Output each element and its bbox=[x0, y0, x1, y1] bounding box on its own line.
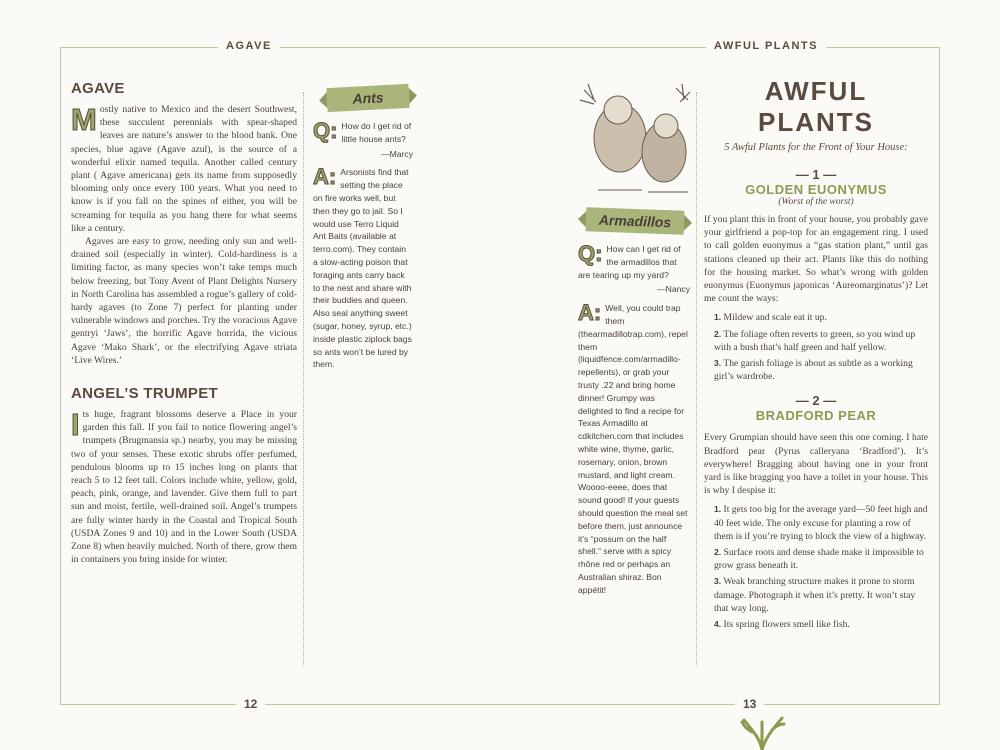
list-item: 3. Weak branching structure makes it prone to storm damage. Photograph it when it’s pretty. It won’t stay that way long. bbox=[714, 576, 916, 614]
plant-name: BRADFORD PEAR bbox=[755, 408, 877, 424]
ants-answer: Arsonists find that setting the place on fire works well, but then they go to jail. So I would use Terro Liquid Ant Baits (available at terro.com). They contain a slow-acting poison that foraging ants carry back to the nest and share with their buddies and queen. Also seal anything sweet (sugar, honey, syrup, etc.) inside plastic ziplock bags so ants won’t be lured by them. bbox=[313, 167, 412, 370]
armadillos-answer: Well, you could trap them (thearmadillotrap.com), repel them (liquidfence.com/armadillo-repellents), or grab your trusty .22 and bring home dinner! Grumpy was delighted to find a recipe for Texas Armadillo at cdkitchen.com that includes white wine, thyme, garlic, rosemary, onion, brown mustard, and light cream. Woooo-eeee, does that sound good! If your guests should question the meal set before them, just announce it’s “possum on the half shell.” serve with a spicy rhône red or perhaps an Australian shiraz. Bon appétit! bbox=[578, 303, 688, 595]
left-column bbox=[71, 80, 297, 567]
column-divider bbox=[303, 92, 304, 666]
plant-name: GOLDEN EUONYMUS bbox=[745, 182, 887, 197]
armadillos-signature: —Nancy bbox=[657, 284, 690, 295]
plant-number: — 2 — bbox=[795, 393, 837, 409]
agave-text bbox=[71, 103, 297, 367]
awful-plants-title: AWFUL PLANTS bbox=[758, 76, 874, 137]
q-letter: Q: bbox=[578, 241, 603, 266]
page-number-left: 12 bbox=[236, 697, 265, 711]
ants-question: How do I get rid of little house ants? bbox=[341, 121, 412, 144]
drop-cap: M bbox=[71, 102, 97, 137]
awful-plants-column bbox=[704, 76, 928, 634]
plant-1-list bbox=[704, 311, 928, 383]
list-item: 2. Surface roots and dense shade make it impossible to grow grass beneath it. bbox=[714, 547, 924, 572]
list-item: 2. The foliage often reverts to green, so you wind up with a bush that’s half green and half yellow. bbox=[714, 328, 916, 353]
angels-trumpet-text bbox=[71, 408, 297, 566]
armadillos-column bbox=[578, 80, 690, 597]
column-divider bbox=[696, 92, 697, 666]
awful-plants-subtitle: 5 Awful Plants for the Front of Your House: bbox=[724, 142, 908, 153]
illustration-engraving bbox=[578, 80, 698, 198]
angels-trumpet-paragraph: ts huge, fragrant blossoms deserve a Place in your garden this fall. If you fail to notice flowering angel’s trumpets (Brugmansia sp.) nearby, you may be missing two of your senses. These exotic shrubs offer perfumed, pendulous blooms up to 15 inches long on plants that reach 5 to 12 feet tall. Colors include white, yellow, gold, peach, pink, orange, and lavender. Give them full to part sun and moist, fertile, well-drained soil. Angel’s trumpets are fully winter hardy in the Coastal and Tropical South (USDA Zones 9 and 10) and in the Lower South (USDA Zone 8) when heavily mulched. North of there, grow them in containers you bring inside for winter. bbox=[71, 409, 297, 566]
ants-answer-block bbox=[313, 166, 413, 371]
agave-heading: AGAVE bbox=[71, 80, 125, 97]
list-item: 1. Mildew and scale eat it up. bbox=[714, 312, 827, 324]
angels-trumpet-heading: ANGEL’S TRUMPET bbox=[71, 385, 219, 403]
plant-sprig-icon bbox=[722, 712, 802, 750]
plant-2-text: Every Grumpian should have seen this one coming. I hate Bradford pear (Pyrus calleryana ‘Bradford’). It’s everywhere! Bragging about having one in your front yard is like bragging you have a toilet in your house. This is why I despise it: bbox=[704, 432, 928, 497]
list-item: 4. Its spring flowers smell like fish. bbox=[714, 619, 850, 631]
page-number-right: 13 bbox=[735, 697, 764, 711]
running-header-right: AWFUL PLANTS bbox=[706, 40, 826, 52]
a-letter: A: bbox=[578, 300, 602, 326]
plant-number: — 1 — bbox=[795, 167, 837, 182]
plant-note: (Worst of the worst) bbox=[778, 197, 854, 207]
armadillos-question-block bbox=[578, 243, 690, 296]
armadillos-question: How can I get rid of the armadillos that are tearing up my yard? bbox=[578, 244, 681, 280]
armadillos-ribbon: Armadillos bbox=[586, 207, 685, 234]
armadillos-answer-block bbox=[578, 302, 690, 596]
q-letter: Q: bbox=[313, 118, 338, 143]
plant-2-list bbox=[704, 503, 928, 631]
ants-ribbon: Ants bbox=[326, 84, 409, 112]
running-header-left: AGAVE bbox=[218, 40, 280, 52]
list-item: 3. The garish foliage is about as subtle as a working girl’s wardrobe. bbox=[714, 358, 913, 383]
ants-question-block bbox=[313, 120, 413, 160]
drop-cap: I bbox=[71, 407, 80, 443]
plant-1-text: If you plant this in front of your house, you probably gave your girlfriend a pop-top for an engagement ring. I used to call golden euonymus a “gas station plant,” until gas stations cleaned up their act. Plants like this do nothing for the housing market. So what’s wrong with golden euonymus (Euonymus japonicas ‘Aureomarginatus’)? Let me count the ways: bbox=[704, 214, 928, 305]
ants-signature: —Marcy bbox=[381, 148, 413, 159]
agave-paragraph-1: ostly native to Mexico and the desert Southwest, these succulent perennials with spear-shaped leaves are nature’s answer to the blood bank. One species, blue agave (Agave azul), is the source of a wonderful elixir named tequila. Another called century plant ( Agave americana) gets its name from supposedly blooming only once every 100 years. What you need to know is if you fall on the spines of either, you will be screaming for tequila as you hang there for what seems like a century. bbox=[71, 104, 297, 234]
list-item: 1. It gets too big for the average yard—50 feet high and 40 feet wide. The only excuse for planting a row of them is if you’re trying to block the view of a highway. bbox=[714, 504, 928, 542]
ants-column bbox=[313, 86, 413, 371]
agave-paragraph-2: Agaves are easy to grow, needing only sun and well-drained soil (especially in winter). Cold-hardiness is a limiting factor, as many species won’t take temps much below freezing, but Tony Avent of Plant Delights Nursery in North Carolina has assembled a rogue’s gallery of cold-hardy agaves (to Zone 7) perfect for planting under vulnerable windows and porches. Try the voracious Agave gentryi ‘Jaws’, the horrific Agave horrida, the vicious Agave ‘Mako Shark’, or the electrifying Agave striata ‘Live Wires.’ bbox=[71, 236, 297, 366]
a-letter: A: bbox=[313, 164, 337, 190]
